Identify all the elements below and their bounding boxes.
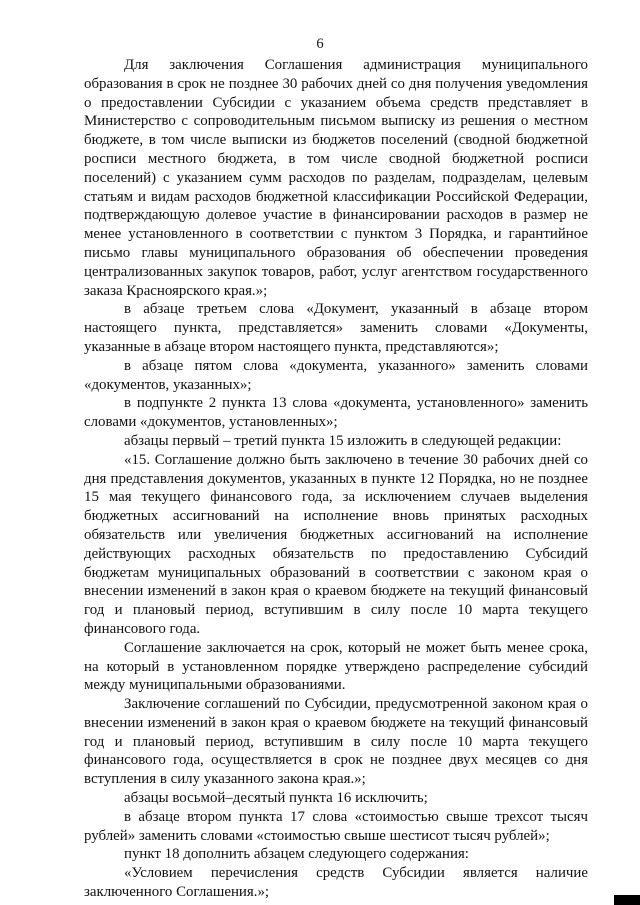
- paragraph-agreement-deadline: Заключение соглашений по Субсидии, предусмотренной законом края о внесении изменений в закон края о краевом бюджете на текущий финансовый год и плановый период, вступившим в силу после 10 марта текущего финансового года, осуществляется в срок не позднее двух месяцев со дня вступления в силу указанного закона края.»;: [84, 696, 588, 788]
- paragraph-point-15-text: «15. Соглашение должно быть заключено в течение 30 рабочих дней со дня представления документов, указанных в пункте 12 Порядка, но не позднее 15 мая текущего финансового года, за исключением случаев выделения бюджетных ассигнований на исполнение вновь принятых расходных обязательств или увеличения бюджетных ассигнований на исполнение действующих расходных обязательств по предоставлению Субсидий бюджетам муниципальных образований в соответствии с законом края о внесении изменений в закон края о краевом бюджете на текущий финансовый год и плановый период, вступившим в силу после 10 марта текущего финансового года.: [84, 451, 588, 637]
- document-body: [84, 56, 588, 902]
- paragraph-amend-third-indent: в абзаце третьем слова «Документ, указанный в абзаце втором настоящего пункта, представляется» заменить словами «Документы, указанные в абзаце втором настоящего пункта, представляются»;: [84, 301, 588, 355]
- paragraph-amend-subpoint-13: в подпункте 2 пункта 13 слова «документа, установленного» заменить словами «документов, установленных»;: [84, 395, 588, 431]
- paragraph-agreement-term: Соглашение заключается на срок, который не может быть менее срока, на который в установленном порядке утверждено распределение субсидий между муниципальными образованиями.: [84, 639, 588, 694]
- paragraph-agreement-conclusion: Для заключения Соглашения администрация муниципального образования в срок не позднее 30 рабочих дней со дня получения уведомления о предоставлении Субсидии с указанием объема средств представляет в Министерство с сопроводительным письмом выписку из решения о местном бюджете, в том числе выписки из бюджетов поселений (сводной бюджетной росписи местного бюджета, в том числе сводной бюджетной росписи поселений) с указанием сумм расходов по разделам, подразделам, целевым статьям и видам расходов бюджетной классификации Российской Федерации, подтверждающую долевое участие в финансировании расходов в размер не менее установленного в соответствии с пунктом 3 Порядка, и гарантийное письмо главы муниципального образования об обеспечении проведения централизованных закупок товаров, работ, услуг агентством государственного заказа Красноярского края.»;: [84, 57, 588, 299]
- paragraph-subsidy-condition: «Условием перечисления средств Субсидии является наличие заключенного Соглашения.»;: [84, 865, 588, 901]
- paragraph-amend-fifth-indent: в абзаце пятом слова «документа, указанного» заменить словами «документов, указанных»;: [84, 357, 588, 393]
- paragraph-amend-point-17: в абзаце втором пункта 17 слова «стоимостью свыше трехсот тысяч рублей» заменить словами «стоимостью свыше шестисот тысяч рублей»;: [84, 808, 588, 844]
- paragraph-restate-point-15: абзацы первый – третий пункта 15 изложить в следующей редакции:: [124, 432, 562, 449]
- paragraph-supplement-point-18: пункт 18 дополнить абзацем следующего содержания:: [124, 846, 469, 863]
- page-number: 6: [316, 36, 324, 52]
- scan-corner-mark: [614, 895, 640, 905]
- paragraph-exclude-point-16: абзацы восьмой–десятый пункта 16 исключить;: [124, 790, 428, 807]
